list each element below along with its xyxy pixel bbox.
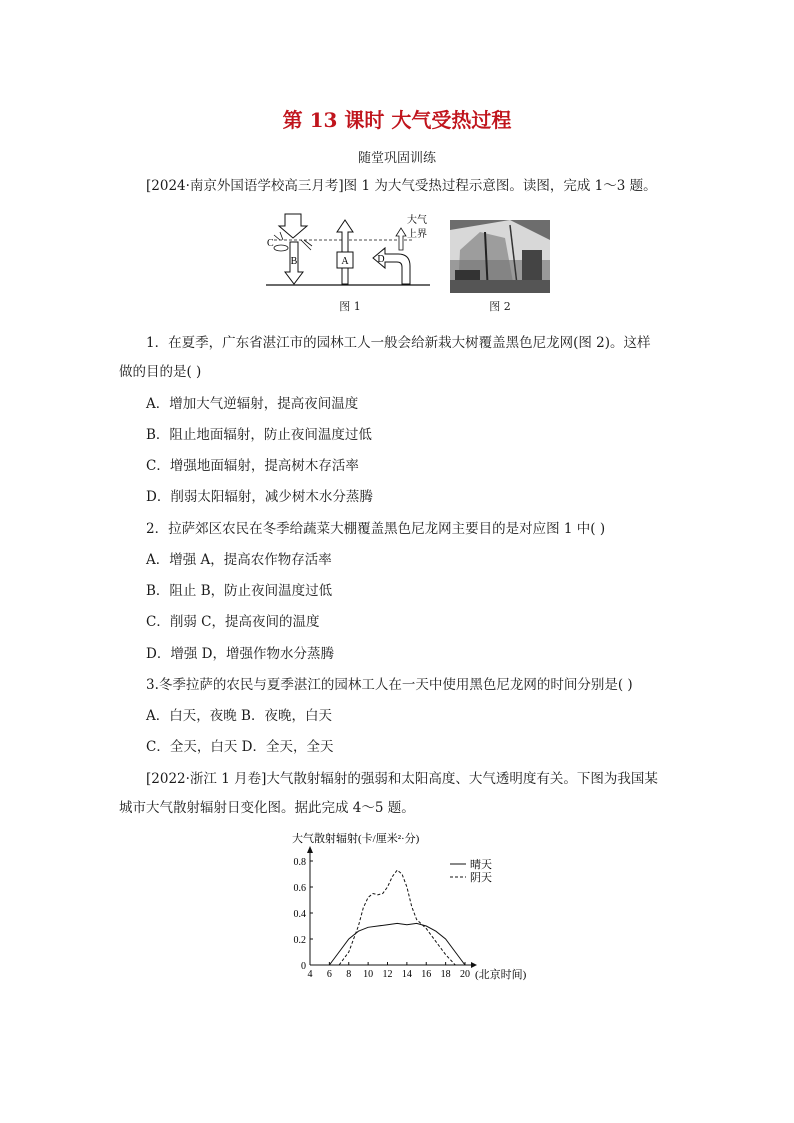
y-tick-label: 0.8	[293, 857, 306, 868]
label-atm-2: 上界	[407, 229, 427, 240]
x-tick-label: 16	[421, 969, 432, 980]
y-axis-arrow	[307, 846, 313, 853]
figure-2-photo	[450, 220, 550, 293]
label-c: C	[267, 238, 274, 249]
q2-option-a: A．增强 A，提高农作物存活率	[146, 552, 332, 568]
q2-option-c: C．削弱 C，提高夜间的温度	[146, 614, 320, 630]
reflection-lines	[301, 240, 312, 250]
figure-1-caption: 图 1	[339, 300, 361, 313]
intro-paragraph-2-line-1: [2022·浙江 1 月卷]大气散射辐射的强弱和太阳高度、大气透明度有关。下图为我国某	[146, 771, 658, 787]
q1-option-c: C．增强地面辐射，提高树木存活率	[146, 458, 359, 474]
q1-option-d: D．削弱太阳辐射，减少树木水分蒸腾	[146, 489, 373, 505]
x-tick-label: 20	[460, 969, 470, 980]
q2-stem: 2．拉萨郊区农民在冬季给蔬菜大棚覆盖黑色尼龙网主要目的是对应图 1 中( )	[146, 521, 606, 537]
q3-option-ab: A．白天，夜晚 B．夜晚，白天	[146, 708, 332, 724]
chart-x-axis-label: (北京时间)	[475, 969, 527, 981]
label-atm-1: 大气	[407, 215, 427, 226]
q3-option-cd: C．全天，白天 D．全天，全天	[146, 739, 334, 755]
q2-option-d: D．增强 D，增强作物水分蒸腾	[146, 646, 334, 662]
x-tick-label: 6	[326, 969, 332, 980]
arrow-c-scatter	[274, 232, 283, 240]
chart-legend	[450, 857, 492, 884]
page-title: 第 13 课时 大气受热过程	[282, 108, 512, 132]
x-tick-label: 4	[307, 969, 313, 980]
q1-stem-line-2: 做的目的是( )	[119, 364, 202, 380]
x-tick-label: 10	[363, 969, 374, 980]
label-b: B	[290, 256, 298, 267]
q1-option-a: A．增加大气逆辐射，提高夜间温度	[146, 396, 359, 412]
intro-paragraph-1: [2024·南京外国语学校高三月考]图 1 为大气受热过程示意图。读图，完成 1～3 题。	[146, 178, 657, 194]
series-line-sunny	[329, 923, 465, 965]
chart-y-axis-label: 大气散射辐射(卡/厘米²·分)	[292, 833, 420, 845]
label-d: D	[377, 254, 385, 265]
chart-series	[329, 870, 465, 965]
figure-1-diagram	[264, 210, 436, 306]
legend-label: 晴天	[470, 859, 492, 871]
y-tick-label: 0.4	[293, 909, 306, 920]
arrow-atm-up	[396, 228, 406, 250]
page-subtitle: 随堂巩固训练	[357, 151, 436, 166]
legend-label: 阴天	[470, 872, 492, 884]
q3-stem: 3.冬季拉萨的农民与夏季湛江的园林工人在一天中使用黑色尼龙网的时间分别是( )	[146, 677, 633, 693]
y-tick-label: 0	[301, 961, 306, 972]
x-tick-label: 8	[346, 969, 352, 980]
x-tick-label: 12	[382, 969, 393, 980]
figure-2-caption: 图 2	[489, 300, 511, 313]
cloud-shape	[274, 245, 288, 251]
y-tick-label: 0.6	[293, 883, 306, 894]
q1-option-b: B．阻止地面辐射，防止夜间温度过低	[146, 427, 372, 443]
label-a: A	[341, 256, 349, 267]
q2-option-b: B．阻止 B，防止夜间温度过低	[146, 583, 333, 599]
scatter-radiation-chart	[280, 828, 550, 988]
y-tick-label: 0.2	[293, 935, 306, 946]
x-tick-label: 14	[401, 969, 412, 980]
arrow-solar-top	[279, 214, 307, 238]
series-line-cloudy	[339, 870, 455, 965]
intro-paragraph-2-line-2: 城市大气散射辐射日变化图。据此完成 4～5 题。	[119, 800, 415, 816]
q1-stem-line-1: 1．在夏季，广东省湛江市的园林工人一般会给新栽大树覆盖黑色尼龙网(图 2)。这样	[146, 335, 651, 351]
x-axis-arrow	[471, 962, 477, 968]
x-tick-label: 18	[440, 969, 451, 980]
